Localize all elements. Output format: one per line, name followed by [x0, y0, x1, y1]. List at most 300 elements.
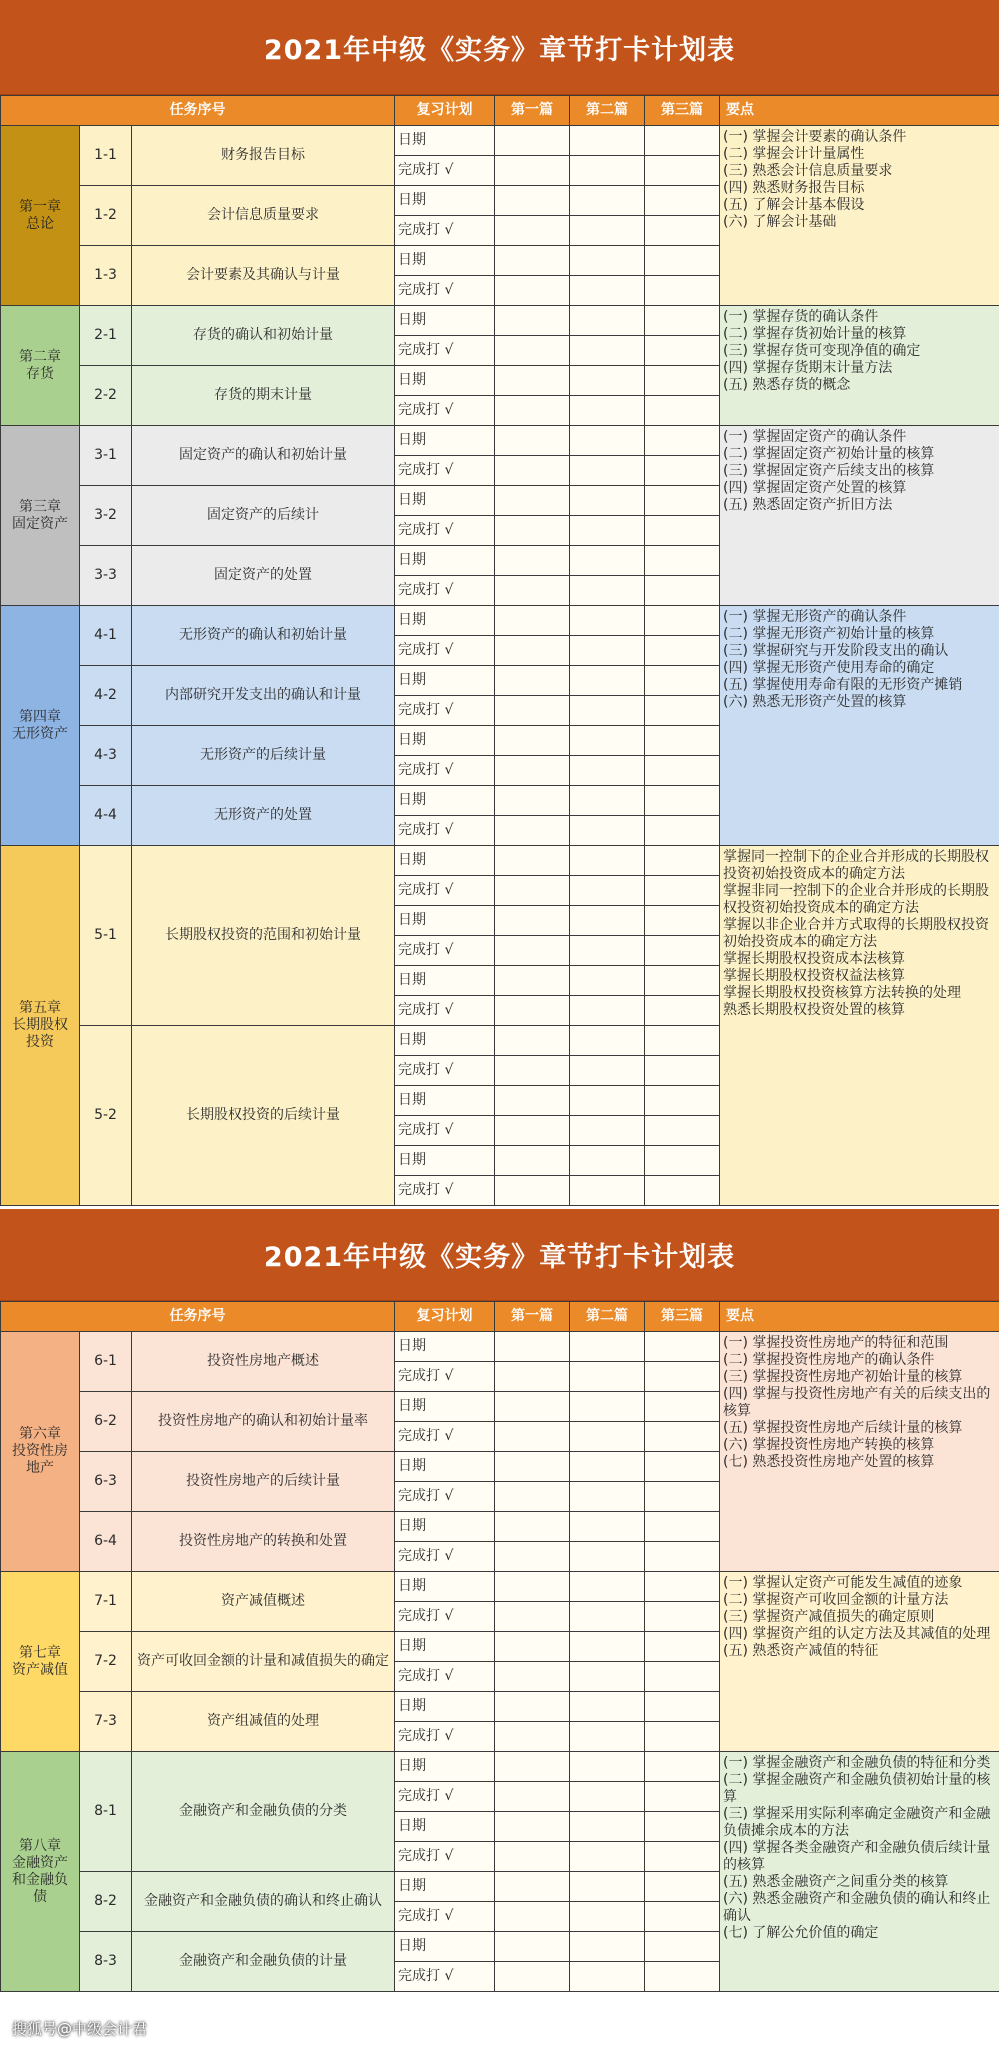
first-pass-cell[interactable]	[495, 726, 570, 756]
done-label: 完成打 √	[395, 1602, 495, 1632]
table-header-2	[1, 1302, 999, 1332]
header-review: 复习计划	[395, 1302, 495, 1332]
chapter-cell: 第四章 无形资产	[1, 606, 80, 846]
done-label: 完成打 √	[395, 1056, 495, 1086]
done-label: 完成打 √	[395, 216, 495, 246]
third-pass-cell[interactable]	[645, 186, 720, 216]
first-pass-cell[interactable]	[495, 126, 570, 156]
second-pass-cell[interactable]	[570, 1116, 645, 1146]
date-label: 日期	[395, 1392, 495, 1422]
task-name: 会计信息质量要求	[132, 186, 395, 246]
first-pass-cell[interactable]	[495, 1722, 570, 1752]
second-pass-cell[interactable]	[570, 1482, 645, 1512]
done-label: 完成打 √	[395, 1782, 495, 1812]
third-pass-cell[interactable]	[645, 546, 720, 576]
second-pass-cell[interactable]	[570, 1362, 645, 1392]
second-pass-cell[interactable]	[570, 1902, 645, 1932]
task-id: 4-2	[80, 666, 132, 726]
date-label: 日期	[395, 1752, 495, 1782]
chapter-cell: 第六章 投资性房 地产	[1, 1332, 80, 1572]
date-label: 日期	[395, 186, 495, 216]
done-label: 完成打 √	[395, 1362, 495, 1392]
key-points: (一) 掌握会计要素的确认条件 (二) 掌握会计计量属性 (三) 熟悉会计信息质量要求 (四) 熟悉财务报告目标 (五) 了解会计基本假设 (六) 了解会计基础	[720, 126, 999, 306]
third-pass-cell[interactable]	[645, 1086, 720, 1116]
second-pass-cell[interactable]	[570, 1056, 645, 1086]
first-pass-cell[interactable]	[495, 426, 570, 456]
third-pass-cell[interactable]	[645, 1482, 720, 1512]
first-pass-cell[interactable]	[495, 1692, 570, 1722]
first-pass-cell[interactable]	[495, 276, 570, 306]
key-points: 掌握同一控制下的企业合并形成的长期股权投资初始投资成本的确定方法 掌握非同一控制下的企业合并形成的长期股权投资初始投资成本的确定方法 掌握以非企业合并方式取得的长期股权投资初始投资成本的确定方法 掌握长期股权投资成本法核算 掌握长期股权投资权益法核算 掌握长期股权投资核算方法转换的处理 熟悉长期股权投资处置的核算	[720, 846, 999, 1206]
task-name: 固定资产的后续计	[132, 486, 395, 546]
first-pass-cell[interactable]	[495, 1662, 570, 1692]
header-second: 第二篇	[570, 1302, 645, 1332]
third-pass-cell[interactable]	[645, 1902, 720, 1932]
first-pass-cell[interactable]	[495, 606, 570, 636]
third-pass-cell[interactable]	[645, 1602, 720, 1632]
first-pass-cell[interactable]	[495, 1872, 570, 1902]
second-pass-cell[interactable]	[570, 1392, 645, 1422]
task-id: 3-2	[80, 486, 132, 546]
plan-table-1	[0, 95, 999, 1206]
first-pass-cell[interactable]	[495, 1392, 570, 1422]
second-pass-cell[interactable]	[570, 1932, 645, 1962]
third-pass-cell[interactable]	[645, 1722, 720, 1752]
date-label: 日期	[395, 846, 495, 876]
third-pass-cell[interactable]	[645, 1572, 720, 1602]
date-label: 日期	[395, 666, 495, 696]
task-name: 财务报告目标	[132, 126, 395, 186]
task-name: 资产减值概述	[132, 1572, 395, 1632]
task-name: 无形资产的处置	[132, 786, 395, 846]
second-pass-cell[interactable]	[570, 576, 645, 606]
first-pass-cell[interactable]	[495, 486, 570, 516]
third-pass-cell[interactable]	[645, 126, 720, 156]
second-pass-cell[interactable]	[570, 516, 645, 546]
chapter-cell: 第三章 固定资产	[1, 426, 80, 606]
first-pass-cell[interactable]	[495, 306, 570, 336]
header-first: 第一篇	[495, 1302, 570, 1332]
third-pass-cell[interactable]	[645, 576, 720, 606]
first-pass-cell[interactable]	[495, 1602, 570, 1632]
header-task: 任务序号	[1, 1302, 395, 1332]
first-pass-cell[interactable]	[495, 1482, 570, 1512]
first-pass-cell[interactable]	[495, 576, 570, 606]
first-pass-cell[interactable]	[495, 1116, 570, 1146]
first-pass-cell[interactable]	[495, 906, 570, 936]
page-title-2: 2021年中级《实务》章节打卡计划表	[0, 1206, 999, 1301]
task-id: 4-3	[80, 726, 132, 786]
table-row	[1, 846, 999, 876]
first-pass-cell[interactable]	[495, 1842, 570, 1872]
date-label: 日期	[395, 1692, 495, 1722]
first-pass-cell[interactable]	[495, 666, 570, 696]
second-pass-cell[interactable]	[570, 1572, 645, 1602]
second-pass-cell[interactable]	[570, 1146, 645, 1176]
task-name: 金融资产和金融负债的分类	[132, 1752, 395, 1872]
third-pass-cell[interactable]	[645, 816, 720, 846]
date-label: 日期	[395, 1932, 495, 1962]
second-pass-cell[interactable]	[570, 1452, 645, 1482]
second-pass-cell[interactable]	[570, 246, 645, 276]
third-pass-cell[interactable]	[645, 936, 720, 966]
third-pass-cell[interactable]	[645, 606, 720, 636]
first-pass-cell[interactable]	[495, 636, 570, 666]
first-pass-cell[interactable]	[495, 1086, 570, 1116]
first-pass-cell[interactable]	[495, 216, 570, 246]
task-id: 6-4	[80, 1512, 132, 1572]
table-header	[1, 96, 999, 126]
second-pass-cell[interactable]	[570, 126, 645, 156]
third-pass-cell[interactable]	[645, 1872, 720, 1902]
third-pass-cell[interactable]	[645, 1692, 720, 1722]
first-pass-cell[interactable]	[495, 546, 570, 576]
done-label: 完成打 √	[395, 636, 495, 666]
second-pass-cell[interactable]	[570, 636, 645, 666]
done-label: 完成打 √	[395, 1176, 495, 1206]
second-pass-cell[interactable]	[570, 1026, 645, 1056]
task-id: 3-3	[80, 546, 132, 606]
plan-table-2	[0, 1301, 999, 1992]
second-pass-cell[interactable]	[570, 1962, 645, 1992]
date-label: 日期	[395, 486, 495, 516]
done-label: 完成打 √	[395, 576, 495, 606]
chapter-cell: 第七章 资产减值	[1, 1572, 80, 1752]
key-points: (一) 掌握金融资产和金融负债的特征和分类 (二) 掌握金融资产和金融负债初始计量的核算 (三) 掌握采用实际利率确定金融资产和金融负债摊余成本的方法 (四) 掌握各类金融资产和金融负债后续计量的核算 (五) 熟悉金融资产之间重分类的核算 (六) 熟悉金融资产和金融负债的确认和终止确认 (七) 了解公允价值的确定	[720, 1752, 999, 1992]
third-pass-cell[interactable]	[645, 1146, 720, 1176]
third-pass-cell[interactable]	[645, 1752, 720, 1782]
done-label: 完成打 √	[395, 516, 495, 546]
table-row	[1, 426, 999, 456]
task-id: 6-3	[80, 1452, 132, 1512]
task-id: 4-4	[80, 786, 132, 846]
third-pass-cell[interactable]	[645, 1362, 720, 1392]
footer-watermark: 搜狐号@中级会计君	[12, 2020, 148, 2038]
done-label: 完成打 √	[395, 1116, 495, 1146]
task-name: 投资性房地产的确认和初始计量率	[132, 1392, 395, 1452]
date-label: 日期	[395, 126, 495, 156]
task-id: 5-1	[80, 846, 132, 1026]
chapter-cell: 第二章 存货	[1, 306, 80, 426]
third-pass-cell[interactable]	[645, 1782, 720, 1812]
done-label: 完成打 √	[395, 1962, 495, 1992]
first-pass-cell[interactable]	[495, 1056, 570, 1086]
first-pass-cell[interactable]	[495, 1452, 570, 1482]
third-pass-cell[interactable]	[645, 1392, 720, 1422]
task-id: 3-1	[80, 426, 132, 486]
task-name: 固定资产的处置	[132, 546, 395, 606]
third-pass-cell[interactable]	[645, 666, 720, 696]
first-pass-cell[interactable]	[495, 696, 570, 726]
third-pass-cell[interactable]	[645, 1332, 720, 1362]
task-id: 7-3	[80, 1692, 132, 1752]
third-pass-cell[interactable]	[645, 876, 720, 906]
second-pass-cell[interactable]	[570, 486, 645, 516]
third-pass-cell[interactable]	[645, 1422, 720, 1452]
date-label: 日期	[395, 306, 495, 336]
done-label: 完成打 √	[395, 1542, 495, 1572]
task-id: 8-3	[80, 1932, 132, 1992]
first-pass-cell[interactable]	[495, 966, 570, 996]
task-id: 1-3	[80, 246, 132, 306]
second-pass-cell[interactable]	[570, 966, 645, 996]
done-label: 完成打 √	[395, 1842, 495, 1872]
second-pass-cell[interactable]	[570, 426, 645, 456]
second-pass-cell[interactable]	[570, 546, 645, 576]
third-pass-cell[interactable]	[645, 636, 720, 666]
header-points: 要点	[720, 1302, 999, 1332]
task-name: 投资性房地产概述	[132, 1332, 395, 1392]
third-pass-cell[interactable]	[645, 1812, 720, 1842]
date-label: 日期	[395, 1812, 495, 1842]
task-name: 资产组减值的处理	[132, 1692, 395, 1752]
second-pass-cell[interactable]	[570, 276, 645, 306]
first-pass-cell[interactable]	[495, 846, 570, 876]
third-pass-cell[interactable]	[645, 456, 720, 486]
second-pass-cell[interactable]	[570, 1782, 645, 1812]
first-pass-cell[interactable]	[495, 156, 570, 186]
third-pass-cell[interactable]	[645, 426, 720, 456]
task-id: 7-2	[80, 1632, 132, 1692]
first-pass-cell[interactable]	[495, 1782, 570, 1812]
date-label: 日期	[395, 786, 495, 816]
second-pass-cell[interactable]	[570, 1512, 645, 1542]
task-name: 金融资产和金融负债的确认和终止确认	[132, 1872, 395, 1932]
task-id: 8-1	[80, 1752, 132, 1872]
third-pass-cell[interactable]	[645, 366, 720, 396]
date-label: 日期	[395, 1086, 495, 1116]
second-pass-cell[interactable]	[570, 156, 645, 186]
done-label: 完成打 √	[395, 756, 495, 786]
second-pass-cell[interactable]	[570, 1086, 645, 1116]
second-pass-cell[interactable]	[570, 1752, 645, 1782]
key-points: (一) 掌握无形资产的确认条件 (二) 掌握无形资产初始计量的核算 (三) 掌握研究与开发阶段支出的确认 (四) 掌握无形资产使用寿命的确定 (五) 掌握使用寿命有限的无形资产摊销 (六) 熟悉无形资产处置的核算	[720, 606, 999, 846]
third-pass-cell[interactable]	[645, 1026, 720, 1056]
second-pass-cell[interactable]	[570, 906, 645, 936]
third-pass-cell[interactable]	[645, 726, 720, 756]
third-pass-cell[interactable]	[645, 1452, 720, 1482]
second-pass-cell[interactable]	[570, 786, 645, 816]
date-label: 日期	[395, 606, 495, 636]
done-label: 完成打 √	[395, 696, 495, 726]
first-pass-cell[interactable]	[495, 336, 570, 366]
third-pass-cell[interactable]	[645, 486, 720, 516]
date-label: 日期	[395, 426, 495, 456]
third-pass-cell[interactable]	[645, 396, 720, 426]
second-pass-cell[interactable]	[570, 1602, 645, 1632]
header-first: 第一篇	[495, 96, 570, 126]
first-pass-cell[interactable]	[495, 1902, 570, 1932]
first-pass-cell[interactable]	[495, 1752, 570, 1782]
first-pass-cell[interactable]	[495, 1422, 570, 1452]
key-points: (一) 掌握固定资产的确认条件 (二) 掌握固定资产初始计量的核算 (三) 掌握固定资产后续支出的核算 (四) 掌握固定资产处置的核算 (五) 熟悉固定资产折旧方法	[720, 426, 999, 606]
task-name: 会计要素及其确认与计量	[132, 246, 395, 306]
first-pass-cell[interactable]	[495, 1932, 570, 1962]
table-row	[1, 606, 999, 636]
first-pass-cell[interactable]	[495, 1812, 570, 1842]
task-id: 4-1	[80, 606, 132, 666]
task-name: 存货的确认和初始计量	[132, 306, 395, 366]
second-pass-cell[interactable]	[570, 1662, 645, 1692]
header-points: 要点	[720, 96, 999, 126]
date-label: 日期	[395, 246, 495, 276]
second-pass-cell[interactable]	[570, 696, 645, 726]
first-pass-cell[interactable]	[495, 1362, 570, 1392]
third-pass-cell[interactable]	[645, 756, 720, 786]
task-name: 无形资产的确认和初始计量	[132, 606, 395, 666]
second-pass-cell[interactable]	[570, 306, 645, 336]
second-pass-cell[interactable]	[570, 216, 645, 246]
second-pass-cell[interactable]	[570, 816, 645, 846]
task-name: 长期股权投资的范围和初始计量	[132, 846, 395, 1026]
third-pass-cell[interactable]	[645, 1056, 720, 1086]
first-pass-cell[interactable]	[495, 1332, 570, 1362]
first-pass-cell[interactable]	[495, 996, 570, 1026]
third-pass-cell[interactable]	[645, 696, 720, 726]
third-pass-cell[interactable]	[645, 516, 720, 546]
second-pass-cell[interactable]	[570, 1872, 645, 1902]
second-pass-cell[interactable]	[570, 1542, 645, 1572]
chapter-cell: 第一章 总论	[1, 126, 80, 306]
second-pass-cell[interactable]	[570, 336, 645, 366]
task-name: 资产可收回金额的计量和减值损失的确定	[132, 1632, 395, 1692]
task-id: 1-2	[80, 186, 132, 246]
first-pass-cell[interactable]	[495, 366, 570, 396]
key-points: (一) 掌握投资性房地产的特征和范围 (二) 掌握投资性房地产的确认条件 (三) 掌握投资性房地产初始计量的核算 (四) 掌握与投资性房地产有关的后续支出的核算 (五) 掌握投资性房地产后续计量的核算 (六) 掌握投资性房地产转换的核算 (七) 熟悉投资性房地产处置的核算	[720, 1332, 999, 1572]
second-pass-cell[interactable]	[570, 1692, 645, 1722]
third-pass-cell[interactable]	[645, 1962, 720, 1992]
second-pass-cell[interactable]	[570, 1332, 645, 1362]
second-pass-cell[interactable]	[570, 726, 645, 756]
third-pass-cell[interactable]	[645, 1932, 720, 1962]
second-pass-cell[interactable]	[570, 1176, 645, 1206]
second-pass-cell[interactable]	[570, 876, 645, 906]
task-id: 2-1	[80, 306, 132, 366]
second-pass-cell[interactable]	[570, 1812, 645, 1842]
third-pass-cell[interactable]	[645, 1662, 720, 1692]
first-pass-cell[interactable]	[495, 1026, 570, 1056]
first-pass-cell[interactable]	[495, 456, 570, 486]
first-pass-cell[interactable]	[495, 1146, 570, 1176]
done-label: 完成打 √	[395, 396, 495, 426]
task-name: 长期股权投资的后续计量	[132, 1026, 395, 1206]
second-pass-cell[interactable]	[570, 936, 645, 966]
date-label: 日期	[395, 906, 495, 936]
first-pass-cell[interactable]	[495, 1632, 570, 1662]
first-pass-cell[interactable]	[495, 816, 570, 846]
done-label: 完成打 √	[395, 456, 495, 486]
first-pass-cell[interactable]	[495, 786, 570, 816]
third-pass-cell[interactable]	[645, 1512, 720, 1542]
second-pass-cell[interactable]	[570, 666, 645, 696]
second-pass-cell[interactable]	[570, 846, 645, 876]
second-pass-cell[interactable]	[570, 1632, 645, 1662]
first-pass-cell[interactable]	[495, 936, 570, 966]
third-pass-cell[interactable]	[645, 906, 720, 936]
first-pass-cell[interactable]	[495, 246, 570, 276]
third-pass-cell[interactable]	[645, 216, 720, 246]
third-pass-cell[interactable]	[645, 966, 720, 996]
third-pass-cell[interactable]	[645, 306, 720, 336]
first-pass-cell[interactable]	[495, 1176, 570, 1206]
task-name: 投资性房地产的后续计量	[132, 1452, 395, 1512]
first-pass-cell[interactable]	[495, 1542, 570, 1572]
header-task: 任务序号	[1, 96, 395, 126]
first-pass-cell[interactable]	[495, 1512, 570, 1542]
done-label: 完成打 √	[395, 936, 495, 966]
first-pass-cell[interactable]	[495, 876, 570, 906]
third-pass-cell[interactable]	[645, 156, 720, 186]
third-pass-cell[interactable]	[645, 246, 720, 276]
table-row	[1, 1332, 999, 1362]
done-label: 完成打 √	[395, 1722, 495, 1752]
done-label: 完成打 √	[395, 876, 495, 906]
task-id: 6-2	[80, 1392, 132, 1452]
header-review: 复习计划	[395, 96, 495, 126]
first-pass-cell[interactable]	[495, 186, 570, 216]
date-label: 日期	[395, 726, 495, 756]
second-pass-cell[interactable]	[570, 606, 645, 636]
second-pass-cell[interactable]	[570, 396, 645, 426]
date-label: 日期	[395, 966, 495, 996]
third-pass-cell[interactable]	[645, 276, 720, 306]
third-pass-cell[interactable]	[645, 1632, 720, 1662]
date-label: 日期	[395, 546, 495, 576]
third-pass-cell[interactable]	[645, 996, 720, 1026]
date-label: 日期	[395, 1452, 495, 1482]
table-row	[1, 1572, 999, 1602]
first-pass-cell[interactable]	[495, 1962, 570, 1992]
chapter-cell: 第五章 长期股权 投资	[1, 846, 80, 1206]
second-pass-cell[interactable]	[570, 456, 645, 486]
second-pass-cell[interactable]	[570, 1722, 645, 1752]
task-id: 6-1	[80, 1332, 132, 1392]
second-pass-cell[interactable]	[570, 996, 645, 1026]
task-id: 1-1	[80, 126, 132, 186]
task-name: 存货的期末计量	[132, 366, 395, 426]
done-label: 完成打 √	[395, 1902, 495, 1932]
third-pass-cell[interactable]	[645, 1542, 720, 1572]
second-pass-cell[interactable]	[570, 1422, 645, 1452]
task-name: 内部研究开发支出的确认和计量	[132, 666, 395, 726]
first-pass-cell[interactable]	[495, 516, 570, 546]
third-pass-cell[interactable]	[645, 1842, 720, 1872]
task-name: 固定资产的确认和初始计量	[132, 426, 395, 486]
task-id: 2-2	[80, 366, 132, 426]
second-pass-cell[interactable]	[570, 756, 645, 786]
third-pass-cell[interactable]	[645, 1176, 720, 1206]
task-id: 7-1	[80, 1572, 132, 1632]
second-pass-cell[interactable]	[570, 366, 645, 396]
first-pass-cell[interactable]	[495, 756, 570, 786]
first-pass-cell[interactable]	[495, 396, 570, 426]
second-pass-cell[interactable]	[570, 186, 645, 216]
table-row	[1, 126, 999, 156]
second-pass-cell[interactable]	[570, 1842, 645, 1872]
third-pass-cell[interactable]	[645, 336, 720, 366]
done-label: 完成打 √	[395, 336, 495, 366]
key-points: (一) 掌握存货的确认条件 (二) 掌握存货初始计量的核算 (三) 掌握存货可变现净值的确定 (四) 掌握存货期末计量方法 (五) 熟悉存货的概念	[720, 306, 999, 426]
key-points: (一) 掌握认定资产可能发生减值的迹象 (二) 掌握资产可收回金额的计量方法 (三) 掌握资产减值损失的确定原则 (四) 掌握资产组的认定方法及其减值的处理 (五) 熟悉资产减值的特征	[720, 1572, 999, 1752]
done-label: 完成打 √	[395, 156, 495, 186]
header-third: 第三篇	[645, 1302, 720, 1332]
task-name: 金融资产和金融负债的计量	[132, 1932, 395, 1992]
third-pass-cell[interactable]	[645, 786, 720, 816]
done-label: 完成打 √	[395, 276, 495, 306]
third-pass-cell[interactable]	[645, 846, 720, 876]
first-pass-cell[interactable]	[495, 1572, 570, 1602]
third-pass-cell[interactable]	[645, 1116, 720, 1146]
